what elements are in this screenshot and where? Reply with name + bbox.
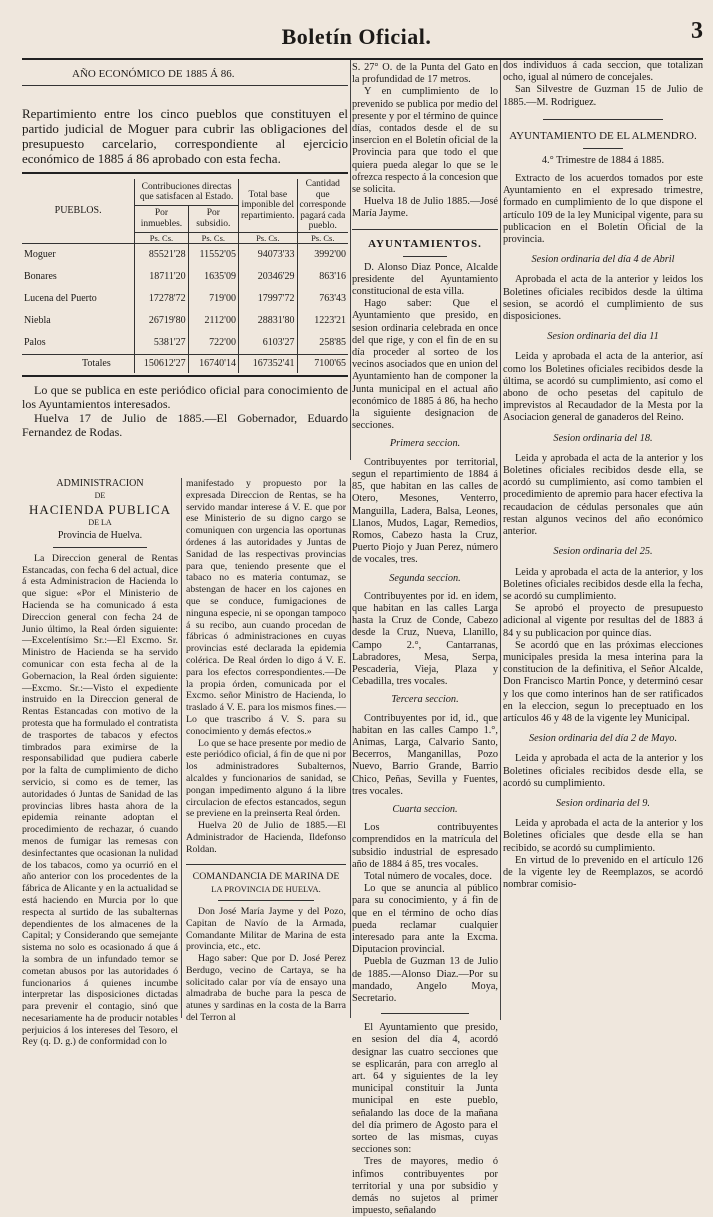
section-3-text: Contribuyentes por id, id., que habitan en las calles Campo 1.°, Animas, Larga, Calvario Santo, Becerros, Manganillas, Pozo Nuevo, Barrio Grande, Barrio Chico, Peñas, Sevilla y Fuentes, tres vocales. bbox=[352, 712, 498, 797]
adm-title-5: Provincia de Huelva. bbox=[57, 529, 143, 541]
unit-label: Ps. Cs. bbox=[297, 232, 348, 243]
masthead-title: Boletín Oficial. bbox=[281, 24, 432, 49]
subsidio-value: 722'00 bbox=[188, 332, 238, 355]
section-3-title: Tercera seccion. bbox=[391, 694, 459, 706]
year-heading: AÑO ECONÓMICO DE 1885 Á 86. bbox=[72, 68, 235, 80]
adm-right-text-2: Lo que se hace presente por medio de este periódico oficial, á fin de que ni por los administradores Subalternos, alcaldes y funcionarios de sanidad, se pongan impedimento alguno á la libre circulacion de efectos estancados, segun se previene en la preinserta Real órden. bbox=[186, 737, 346, 820]
divider bbox=[583, 148, 623, 149]
column-divider bbox=[500, 60, 501, 1020]
unit-label: Ps. Cs. bbox=[238, 232, 297, 243]
adm-right-text-3: Huelva 20 de Julio de 1885.—El Administrador de Hacienda, Ildefonso Roldan. bbox=[186, 820, 346, 855]
divider bbox=[352, 229, 498, 230]
inmuebles-value: 18711'20 bbox=[135, 266, 188, 288]
cantidad-value: 863'16 bbox=[297, 266, 348, 288]
text-1: dos individuos á cada seccion, que totalizan ocho, igual al número de concejales. bbox=[503, 60, 703, 84]
subsidio-value: 719'00 bbox=[188, 288, 238, 310]
marina-signature: Huelva 18 de Julio 1885.—José María Jayme. bbox=[352, 196, 498, 220]
session-6-text-2: En virtud de lo prevenido en el artículo 126 de la vigente ley de Reemplazos, se acordó nombrar comisio- bbox=[503, 854, 703, 891]
table-row bbox=[22, 332, 348, 355]
marina-title-1: COMANDANCIA DE MARINA DE bbox=[192, 870, 340, 882]
totals-label: Totales bbox=[82, 358, 111, 370]
marina-text-2: Hago saber: Que por D. José Perez Berdugo, vecino de Cartaya, se ha solicitado calar por vía de ensayo una almadraba de buche para la pesca de atunes y sardinas en la costa de la Barra del Terron al bbox=[186, 953, 346, 1024]
ayunt-notice-cont: Tres de mayores, medio ó infimos contribuyentes por territorial y una por subsidio y demás no sujetos al primer impuesto, señalando bbox=[352, 1156, 498, 1217]
ayuntamientos-heading: AYUNTAMIENTOS. bbox=[368, 237, 482, 250]
marina-text-1: Don José María Jayme y del Pozo, Capitan de Navío de la Armada, Comandante Militar de Marina de esta provincia, etc., etc. bbox=[186, 905, 346, 953]
column-divider bbox=[350, 60, 351, 460]
col-header-inmuebles: Por inmuebles. bbox=[135, 205, 188, 232]
repartimiento-section bbox=[22, 60, 348, 439]
ayunt-notice: El Ayuntamiento que presido, en sesion del día 4, acordó designar las cuatro secciones que se esplicarán, para con arreglo al art. 64 y siguientes de la ley municipal constituir la Junta municipal en este pueblo, señalando las doce de la mañana del día primero de Agosto para el sorteo de las mismas, cuyas secciones son: bbox=[352, 1022, 498, 1156]
divider bbox=[186, 864, 346, 865]
divider bbox=[22, 172, 348, 174]
adm-title-4: DE LA bbox=[88, 518, 112, 528]
column-divider bbox=[181, 478, 182, 1018]
session-3-text: Leida y aprobada el acta de la anterior y los Boletines oficiales recibidos desde ella, se acordó su cumplimiento, así como tambien el procedimiento de apremio para hacer efectiva la recaudacion de cédulas personales que aún restan algunos vecinos del año económico anterior. bbox=[503, 452, 703, 538]
session-1-title: Sesion ordinaria del día 4 de Abril bbox=[531, 254, 675, 266]
table-row bbox=[22, 310, 348, 332]
column-divider bbox=[350, 478, 351, 1018]
hacienda-right bbox=[186, 478, 346, 1024]
page-number: 3 bbox=[691, 18, 703, 44]
session-4-title: Sesion ordinaria del 25. bbox=[553, 546, 653, 558]
total-value: 6103'27 bbox=[238, 332, 297, 355]
pueblo-name: Palos bbox=[24, 337, 46, 349]
session-4-text-1: Leida y aprobada el acta de la anterior, y los Boletines oficiales recibidos desde ella la fecha, se acordó su cumplimiento. bbox=[503, 566, 703, 602]
session-2-title: Sesion ordinaria del dia 11 bbox=[547, 331, 659, 343]
divider bbox=[53, 547, 147, 548]
section-1-text: Contribuyentes por territorial, segun el repartimiento de 1884 á 85, que habitan en las calles de Otero, Mesones, Venterro, Manguilla, Ladera, Balsa, Leones, Llanos, Mudos, Lagar, Remedios, Romos, Cabezo hasta la Cruz, Puerto Piojo y Juan Perez, número de vocales, tres. bbox=[352, 456, 498, 566]
adm-right-text-1: manifestado y propuesto por la expresada Direccion de Rentas, se ha servido mandar interese á V. E. que por ese Ministerio de su digno cargo se comuniquen con urgencia las oportunas órdenes á las autoridades y Juntas de Sanidad de las respectivas provincias para que, teniendo presente que el tabaco no es materia contumaz, se abstengan de hacer en los cajones en que se conduce, fumigaciones de ninguna especie, ni se opongan tampoco á su recibo, aun cuando procedan de fábricas ó administraciones en cuyas provincias esté declarada la epidemia colérica. De Real órden lo digo á V. E. para los efectos correspondientes.—De la propia órden, comunicada por el Excmo. señor Ministro de Hacienda, lo traslado á V. E. para los mismos fines.—Lo que trascribo á V. S. para su conocimiento y demás efectos.» bbox=[186, 478, 346, 737]
subsidio-value: 1635'09 bbox=[188, 266, 238, 288]
divider bbox=[218, 900, 314, 901]
san-silvestre-signature: San Silvestre de Guzman 15 de Julio de 1885.—M. Rodriguez. bbox=[503, 84, 703, 108]
total-value: 17997'72 bbox=[238, 288, 297, 310]
unit-label: Ps. Cs. bbox=[188, 232, 238, 243]
inmuebles-value: 26719'80 bbox=[135, 310, 188, 332]
totals-cantidad: 7100'65 bbox=[297, 354, 348, 373]
repartimiento-table bbox=[22, 179, 348, 373]
adm-left-text: La Direccion general de Rentas Estancadas, con fecha 6 del actual, dice á esta Administracion de Hacienda lo que sigue: «Por el Ministerio de Hacienda se ha comunicado á esta Direccion general con fecha 24 de Junio último, la Real órden siguiente:—Excelentísimo Sr.:—El Excmo. Sr. Ministro de Hacienda se ha servido comunicar con esta fecha al de la Gobernacion, la Real órden siguiente:—Excmo. Sr.:—Visto el expediente instruido en la Direccion general de Rentas Estancadas con motivo de la protesta que ha formulado el contratista de trasportes de tabacos y efectos timbrados para eximirse de la responsabilidad que pudiera caberle por la falta de cumplimiento de dicho servicio, si como es de temer, las autoridades ó Juntas de Sanidad de las provincias libres hasta ahora de la epidemia reinante adoptan el procedimiento de rechazar, ó cuando menos de fumigar las remesas con desinfectantes que ocasionan la nulidad de los tabacos, como ya ocurrió en el año anterior con los procedentes de la fábrica de Alicante y en la actualidad se está haciendo en Murcia por lo que respecta al surtido de las subalternas dependientes de los almacenes de la Capital; y Considerando que semejante sistema no solo es ocasionado á que á la sombra de un infundado temor se cometan abusos por las autoridades ó funcionarios á quienes incumbe interpretar las disposiciones dictadas para prevenir el contagio, sinó que necesariamente ha de producir notables perjuicios á los intereses del Tesoro, el Rey (q. D. g.) de conformidad con lo bbox=[22, 552, 178, 1048]
table-row bbox=[22, 266, 348, 288]
divider bbox=[543, 119, 663, 120]
section-4-title: Cuarta seccion. bbox=[392, 803, 458, 815]
extract-text: Extracto de los acuerdos tomados por este Ayuntamiento en el expresado trimestre, formado en cumplimiento de lo que dispone el artículo 109 de la ley Municipal vigente, para su publicacion en el Boletín Oficial de la provincia. bbox=[503, 173, 703, 246]
session-6-text-1: Leida y aprobada el acta de la anterior y los Boletines oficiales que desde ella se han recibido, se acordó su cumplimiento. bbox=[503, 818, 703, 854]
ayunt-text-2: Hago saber: Que el Ayuntamiento que presido, en sesion ordinaria celebrada en once del que rige, y con el fin de en su día proceder al sorteo de los vecinos asociados que en union del Ayuntamiento han de componer la Junta municipal en el actual año económico de 1885 á 86, ha hecho la siguiente designacion de secciones. bbox=[352, 298, 498, 432]
pueblo-name: Niebla bbox=[24, 315, 51, 327]
adm-title-3: HACIENDA PUBLICA bbox=[28, 502, 172, 518]
totals-inmuebles: 150612'27 bbox=[135, 354, 188, 373]
session-2-text: Leida y aprobada el acta de la anterior, así como los Boletines oficiales recibidos desde la última, se acordó su cumplimiento, así como el abono de ocho pesetas del capitulo de imprevistos al Recaudador de la Mesta por la Asociacion general de ganaderos del Reino. bbox=[503, 351, 703, 424]
almendro-title: AYUNTAMIENTO DE EL ALMENDRO. bbox=[509, 129, 697, 142]
cantidad-value: 763'43 bbox=[297, 288, 348, 310]
adm-title-2: DE bbox=[94, 491, 106, 501]
inmuebles-value: 17278'72 bbox=[135, 288, 188, 310]
totals-total: 167352'41 bbox=[238, 354, 297, 373]
section-2-title: Segunda seccion. bbox=[389, 572, 461, 584]
cantidad-value: 258'85 bbox=[297, 332, 348, 355]
marina-notice: Y en cumplimiento de lo prevenido se publica por medio del presente y por el término de quince días, contados desde el de su insercion en el Boletín oficial de la Provincia para que todo el que quiera pueda alegar lo que se le ofrezca respecto á la concesion que se solicita. bbox=[352, 86, 498, 196]
col-header-cantidad: Cantidad que corresponde pagará cada pueblo. bbox=[297, 179, 348, 232]
session-6-title: Sesion ordinaria del 9. bbox=[555, 797, 650, 809]
pueblo-name: Moguer bbox=[24, 249, 56, 261]
col-header-pueblos: PUEBLOS. bbox=[54, 205, 102, 217]
session-5-title: Sesion ordinaria del día 2 de Mayo. bbox=[528, 733, 678, 745]
table-row bbox=[22, 243, 348, 266]
col-header-total: Total base imponible del repartimiento. bbox=[238, 179, 297, 232]
column-b bbox=[352, 62, 498, 1217]
subsidio-value: 2112'00 bbox=[188, 310, 238, 332]
marina-title-2: LA PROVINCIA DE HUELVA. bbox=[211, 883, 321, 894]
hacienda-left bbox=[22, 478, 178, 1048]
total-value: 94073'33 bbox=[238, 243, 297, 266]
total-value: 20346'29 bbox=[238, 266, 297, 288]
adm-title-1: ADMINISTRACION bbox=[56, 478, 144, 489]
column-c bbox=[503, 60, 703, 1020]
divider bbox=[381, 1013, 469, 1014]
col-header-contrib: Contribuciones directas que satisfacen al Estado. bbox=[135, 179, 239, 205]
pueblo-name: Bonares bbox=[24, 271, 57, 283]
section-1-title: Primera seccion. bbox=[389, 438, 461, 450]
cantidad-value: 3992'00 bbox=[297, 243, 348, 266]
puebla-signature: Puebla de Guzman 13 de Julio de 1885.—Alonso Diaz.—Por su mandado, Angelo Moya, Secretario. bbox=[352, 956, 498, 1005]
table-row bbox=[22, 288, 348, 310]
session-4-text-3: Se acordó que en las próximas elecciones municipales presida la mesa interina para la constitucion de la definitiva, el Señor Alcalde, Don Francisco Martin Ponce, y determinó cesar y los que como interinos han de ser ratificados en la eleccion, segun lo preceptuado en los artículos 46 y 48 de la vigente ley Municipal. bbox=[503, 639, 703, 724]
divider bbox=[403, 256, 447, 257]
unit-label: Ps. Cs. bbox=[135, 232, 188, 243]
publication-note: Lo que se publica en este periódico oficial para conocimiento de los Ayuntamientos interesados. bbox=[22, 382, 348, 411]
reparto-title: Repartimiento entre los cinco pueblos que constituyen el partido judicial de Moguer para cubrir las obligaciones del presupuesto carcelario, correspondiente al ejercicio económico de 1885 á 86 aprobado con esta fecha. bbox=[22, 106, 348, 167]
total-vocales: Total número de vocales, doce. bbox=[364, 870, 492, 882]
marina-continued: S. 27° O. de la Punta del Gato en la profundidad de 17 metros. bbox=[352, 62, 498, 86]
inmuebles-value: 5381'27 bbox=[135, 332, 188, 355]
session-1-text: Aprobada el acta de la anterior y leidos los Boletines oficiales recibidos desde la última sesion, se acordó el cumplimiento de sus disposiciones. bbox=[503, 274, 703, 323]
pueblo-name: Lucena del Puerto bbox=[24, 293, 97, 305]
session-3-title: Sesion ordinaria del 18. bbox=[553, 432, 653, 444]
session-5-text: Leida y aprobada el acta de la anterior y los Boletines oficiales recibidos desde ella, se acordó su cumplimiento. bbox=[503, 753, 703, 789]
section-2-text: Contribuyentes por id. en idem, que habitan en las calles Larga hasta la Cruz de Conde, Cabezo desde la Cruz, Nueva, Llanillo, Campo 2.°, Cantarranas, Labradores, Mesa, Serpa, Pescaderia, Vieja, Plaza y Cebadilla, tres vocales. bbox=[352, 590, 498, 688]
session-4-text-2: Se aprobó el proyecto de presupuesto adicional al vigente por resultas del de 1883 á 84 y su publicacion por quince días. bbox=[503, 603, 703, 639]
subsidio-value: 11552'05 bbox=[188, 243, 238, 266]
col-header-subsidio: Por subsidio. bbox=[188, 205, 238, 232]
governor-signature: Huelva 17 de Julio de 1885.—El Gobernador, Eduardo Fernandez de Rodas. bbox=[22, 410, 348, 439]
ayunt-text-1: D. Alonso Diaz Ponce, Alcalde presidente del Ayuntamiento constitucional de esta villa. bbox=[352, 261, 498, 298]
section-4-text: Los contribuyentes comprendidos en la matrícula del subsidio industrial de espresado año de 1884 á 85, tres vocales. bbox=[352, 822, 498, 870]
divider bbox=[22, 375, 348, 377]
divider bbox=[22, 85, 348, 86]
cantidad-value: 1223'21 bbox=[297, 310, 348, 332]
inmuebles-value: 85521'28 bbox=[135, 243, 188, 266]
total-value: 28831'80 bbox=[238, 310, 297, 332]
totals-subsidio: 16740'14 bbox=[188, 354, 238, 373]
announcement-text: Lo que se anuncia al público para su conocimiento, y á fin de que en el término de ocho días pueda reclamar cualquier interesado para ante la Excma. Diputacion provincial. bbox=[352, 883, 498, 956]
trimestre: 4.° Trimestre de 1884 á 1885. bbox=[541, 154, 665, 166]
